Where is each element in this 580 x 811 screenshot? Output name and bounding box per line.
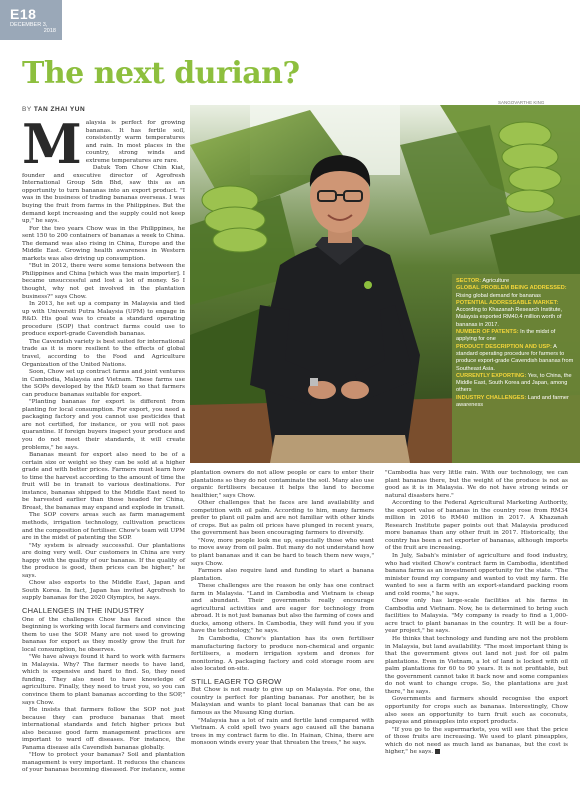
paragraph: The Cavendish variety is best suited for international trade as it is more resilient to the effects of global travel, according to the Food and Agriculture Organization of the United Nations. [22,338,185,368]
paragraph: Other challenges that he faces are land availability and competition with oil palm. According to him, many farmers prefer to plant oil palm and are not familiar with other kinds of crops. But as palm oil prices have plunged in recent years, the government has been encouraging farmers to diversify. [191,500,374,537]
fact-global-problem: GLOBAL PROBLEM BEING ADDRESSED: Rising global demand for bananas [456,285,567,299]
paragraph: "My system is already successful. Our plantations are doing very well. Our customers in China are very happy with the quality of our bananas. If the quality of the produce is good, then prices can be higher," he says. [22,542,185,579]
paragraph: Bananas meant for export also need to be of a certain size or weight so they can be sold at a higher grade and with better prices. Farmers must learn how to time the harvest according to the amount of time the fruit will be in transit to various destinations. For instance, bananas shipped to the Middle East need to be harvested earlier than those headed for China, Breast, the bananas may expand and explode in transit. [22,452,185,511]
drop-cap: M [22,112,82,176]
paragraph: "If you go to the supermarkets, you will see that the price of those fruits are increasing. We used to plant pineapples, which do not need as much land as bananas, but the cost is higher," he says. [385,726,568,756]
fact-box [452,274,580,463]
paragraph: "Malaysia has a lot of rain and fertile land compared with Vietnam. A cold spell two years ago caused all the banana trees in my contract farm to die. In Hainan, China, there are monsoon winds every year that threaten the trees," he says. [191,717,374,747]
paragraph: In Cambodia, Chow's plantation has its own fertiliser manufacturing factory to produce non-chemical and organic fertilisers, a modern irrigation system and drones for monitoring. A packaging factory and cold storage room are also located on-site. [191,636,374,673]
fact-market: POTENTIAL ADDRESSABLE MARKET: According to Khazanah Research Institute, Malaysia exported RM40.4 million worth of bananas in 2017. [456,299,563,328]
paragraph: "Planting bananas for export is different from planting for local consumption. For export, you need a packaging factory and you cannot use pesticides that are not certified, for instance, or you will not pass quarantine. If foreign buyers inspect your produce and you do not meet their standards, it will create problems," he says. [22,399,185,451]
end-of-article-mark [435,749,440,754]
paragraph: Chow also exports to the Middle East, Japan and South Korea. In fact, Japan has invited Agrofresh to supply bananas for the 2020 Olympics, he says. [22,580,185,602]
article-column-1 [22,112,186,775]
paragraph: Chow only has large-scale facilities at his farms in Cambodia and Vietnam. Now, he is determined to bring such facilities to Malaysia. "My company is ready to find a 1,000-acre tract to plant bananas in the country. It will be a four-year project," he says. [385,598,568,635]
fact-patents: NUMBER OF PATENTS: In the midst of applying for one [456,329,556,343]
issue-year: 2018 [43,28,56,34]
issue-date: DECEMBER 3, [10,22,48,28]
paragraph: In July, Sabah's minister of agriculture and food industry, who had visited Chow's contract farm in Cambodia, identified banana farms as an investment opportunity for the state. "The minister found my company and wanted to visit my farm. He wanted to see a farm with an export-standard packing room and cold rooms," he says. [385,553,568,597]
paragraph: The SOP covers areas such as farm management methods, irrigation technology, cultivation practices and the composition of fertiliser. Chow's team will UPM are in the midst of patenting the SOP. [22,512,185,542]
paragraph: Governments and farmers should recognise the export opportunity for crops such as bananas. Interestingly, Chow also sees an opportunity to turn fruit such as coconuts, papayas and pineapples into export products. [385,696,568,726]
paragraph: "But in 2012, there were some tensions between the Philippines and China [which was the main importer]. I became unsuccessful and lost a lot of money. So I thought, why not get involved in the plantation business?" says Chow. [22,263,185,300]
paragraph: "We have always found it hard to work with farmers in Malaysia. Why? The farmer needs to have land, which is expensive and hard to find. So, they need funding. They also need to have knowledge of agriculture. Finally, they need to trust you, so you can convince them to plant bananas according to the SOP," says Chow. [22,654,185,706]
section-marker [0,0,62,40]
paragraph: He thinks that technology and funding are not the problem in Malaysia, but land availability. "The most important thing is that the government gives out land not just for oil palm plantations. Even in Vietnam, a lot of land is locked with oil palm plantations for 60 to 90 years. It is not profitable, but the government cannot take it back now and some companies do not want to change crops. So, the plantations are just there," he says. [385,636,568,695]
paragraph: "How to protect your bananas? Soil and plantation management is very important. It reduces the chances of your bananas becoming diseased. For instance, some [22,752,186,774]
byline-prefix: BY [22,106,32,113]
page-header [0,0,580,40]
lead-paragraph: Malaysia is perfect for growing bananas. It has fertile soil, consistently warm temperatures and rain. In most places in the country, strong winds and extreme temperatures are rare. [22,112,185,176]
fact-sector: SECTOR: Agriculture [456,278,510,284]
paragraph: These challenges are the reason he only has one contract farm in Malaysia. "Land in Cambodia and Vietnam is cheap and abundant. Their governments really encourage agricultural activities and are eager for technology from abroad. It is not just bananas but also the farming of cows and ducks, among others. In Cambodia, they will fund you if you have the technology," he says. [191,583,374,635]
paragraph: "Cambodia has very little rain. With our technology, we can plant bananas there, but the weight of the produce is not as good as it is in Malaysia. We do not have strong winds or natural disasters here." [385,470,568,499]
article-column-2 [191,470,374,748]
headline: The next durian? [22,56,300,91]
subheading-challenges: CHALLENGES IN THE INDUSTRY [22,606,145,615]
paragraph: He insists that farmers follow the SOP not just because they can produce bananas that meet international standards and fetch higher prices but also because good farm management practices are important to ward off diseases. For instance, the Panama disease ails Cavendish bananas globally. [22,707,185,751]
page-number: E18 [10,6,37,22]
photo-credit: SANGOVARTHE KING [498,100,545,105]
fact-product: PRODUCT DESCRIPTION AND USP: A standard operating procedure for farmers to produce export-grade Cavendish bananas from Southeast Asia. [456,343,574,372]
paragraph: According to the Federal Agricultural Marketing Authority, the export value of bananas in the country rose from RM34 million in 2016 to RM40 million in 2017. A Khazanah Research Institute paper points out that Malaysia produced more bananas than any other fruit in 2017. Historically, the country has been a net exporter of bananas, although imports of the fruit are increasing. [385,500,568,552]
paragraph: For the two years Chow was in the Philippines, he sent 150 to 200 containers of bananas a week to China. The demand was also rising in China, Europe and the Middle East. Growing health awareness in Western markets was also driving up consumption. [22,225,185,262]
fact-challenges: INDUSTRY CHALLENGES: Land and farmer awareness [456,394,569,409]
paragraph: One of the challenges Chow has faced since the beginning is working with local farmers and convincing them to use the SOP. Many are not used to growing bananas for export as they mostly grow the fruit for local consumption, he observes. [22,616,185,653]
paragraph: "Now, more people look me up, especially those who want to move away from oil palm. But many do not understand how to plant bananas and it can be hard to teach them new ways," says Chow. [191,537,374,567]
paragraph: plantation owners do not allow people or cars to enter their plantations so they do not contaminate the soil. Many also use organic fertilisers because it helps the land to become healthier," says Chow. [191,470,374,499]
byline-author: TAN ZHAI YUN [33,106,86,113]
paragraph: Datuk Tom Chow Chin Kiat, founder and executive director of Agrofresh International Group Sdn Bhd, saw this as an opportunity to turn bananas into an export product. "I was in the business of trading bananas overseas. I was buying the fruit from farms in the Philippines. But the demand kept increasing and the supply could not keep up," he says. [22,165,185,225]
fact-exporting: CURRENTLY EXPORTING: Yes, to China, the Middle East, South Korea and Japan, among others [456,372,572,394]
paragraph: In 2013, he set up a company in Malaysia and tied up with Universiti Putra Malaysia (UPM) to engage in R&D. His goal was to create a standard operating procedure (SOP) that contract farms could use to produce export-grade Cavendish bananas. [22,301,185,338]
subheading-still-eager: STILL EAGER TO GROW [191,676,282,686]
paragraph: Soon, Chow set up contract farms and joint ventures in Cambodia, Malaysia and Vietnam. These farms use the SOPs developed by the R&D team so that farmers can produce bananas suitable for export. [22,369,185,398]
paragraph: But Chow is not ready to give up on Malaysia. For one, the country is perfect for planting bananas. For another, he is Malaysian and wants to plant local bananas that can be as famous as the Musang King durian. [191,687,374,716]
article-column-3 [385,470,568,757]
paragraph: Farmers also require land and funding to start a banana plantation. [191,568,374,582]
